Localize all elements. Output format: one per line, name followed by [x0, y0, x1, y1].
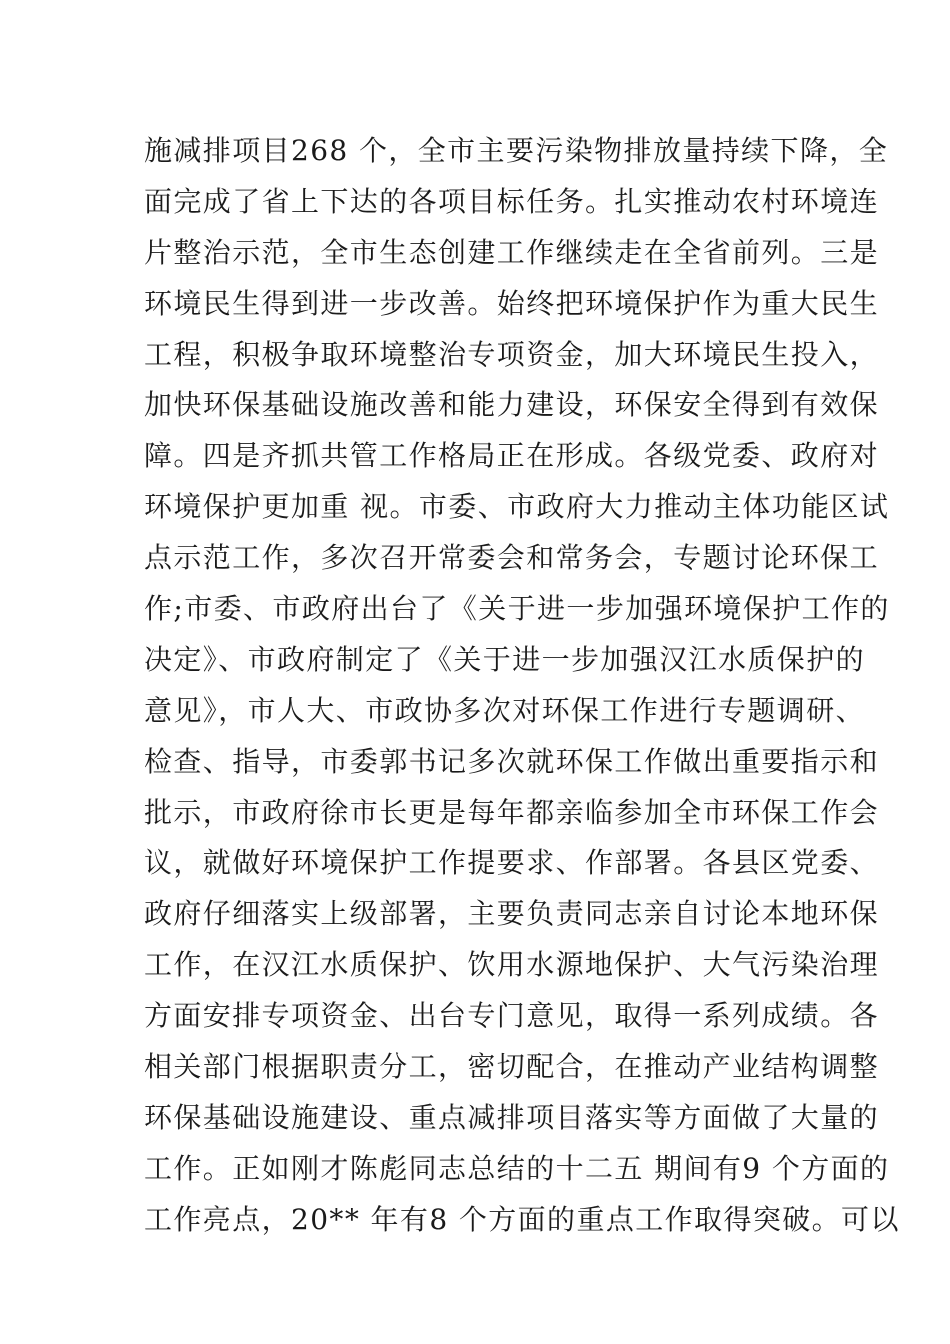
- text-line: 环境民生得到进一步改善。始终把环境保护作为重大民生: [144, 286, 880, 320]
- text-line: 环保基础设施建设、重点减排项目落实等方面做了大量的: [144, 1100, 880, 1134]
- text-line: 环境保护更加重 视。市委、市政府大力推动主体功能区试: [144, 490, 890, 524]
- text-line: 工作。正如刚才陈彪同志总结的十二五 期间有9 个方面的: [144, 1151, 890, 1185]
- text-line: 面完成了省上下达的各项目标任务。扎实推动农村环境连: [144, 184, 880, 218]
- text-line: 片整治示范，全市生态创建工作继续走在全省前列。三是: [144, 235, 880, 269]
- text-line: 政府仔细落实上级部署，主要负责同志亲自讨论本地环保: [144, 897, 880, 931]
- text-line: 点示范工作，多次召开常委会和常务会，专题讨论环保工: [144, 541, 880, 575]
- text-line: 障。四是齐抓共管工作格局正在形成。各级党委、政府对: [144, 439, 880, 473]
- text-line: 工作，在汉江水质保护、饮用水源地保护、大气污染治理: [144, 948, 880, 982]
- text-line: 批示，市政府徐市长更是每年都亲临参加全市环保工作会: [144, 795, 880, 829]
- text-line: 工程，积极争取环境整治专项资金，加大环境民生投入，: [144, 337, 880, 371]
- text-line: 决定》、市政府制定了《关于进一步加强汉江水质保护的: [144, 642, 866, 676]
- text-line: 工作亮点，20** 年有8 个方面的重点工作取得突破。可以: [144, 1202, 900, 1236]
- body-text: [144, 126, 900, 1246]
- text-line: 议，就做好环境保护工作提要求、作部署。各县区党委、: [144, 846, 880, 880]
- text-line: 相关部门根据职责分工，密切配合，在推动产业结构调整: [144, 1050, 880, 1084]
- text-line: 方面安排专项资金、出台专门意见，取得一系列成绩。各: [144, 999, 880, 1033]
- text-line: 作;市委、市政府出台了《关于进一步加强环境保护工作的: [144, 592, 890, 626]
- text-line: 检查、指导，市委郭书记多次就环保工作做出重要指示和: [144, 744, 880, 778]
- text-line: 施减排项目268 个，全市主要污染物排放量持续下降，全: [144, 134, 889, 167]
- text-line: 意见》，市人大、市政协多次对环保工作进行专题调研、: [144, 693, 866, 727]
- text-line: 加快环保基础设施改善和能力建设，环保安全得到有效保: [144, 388, 880, 422]
